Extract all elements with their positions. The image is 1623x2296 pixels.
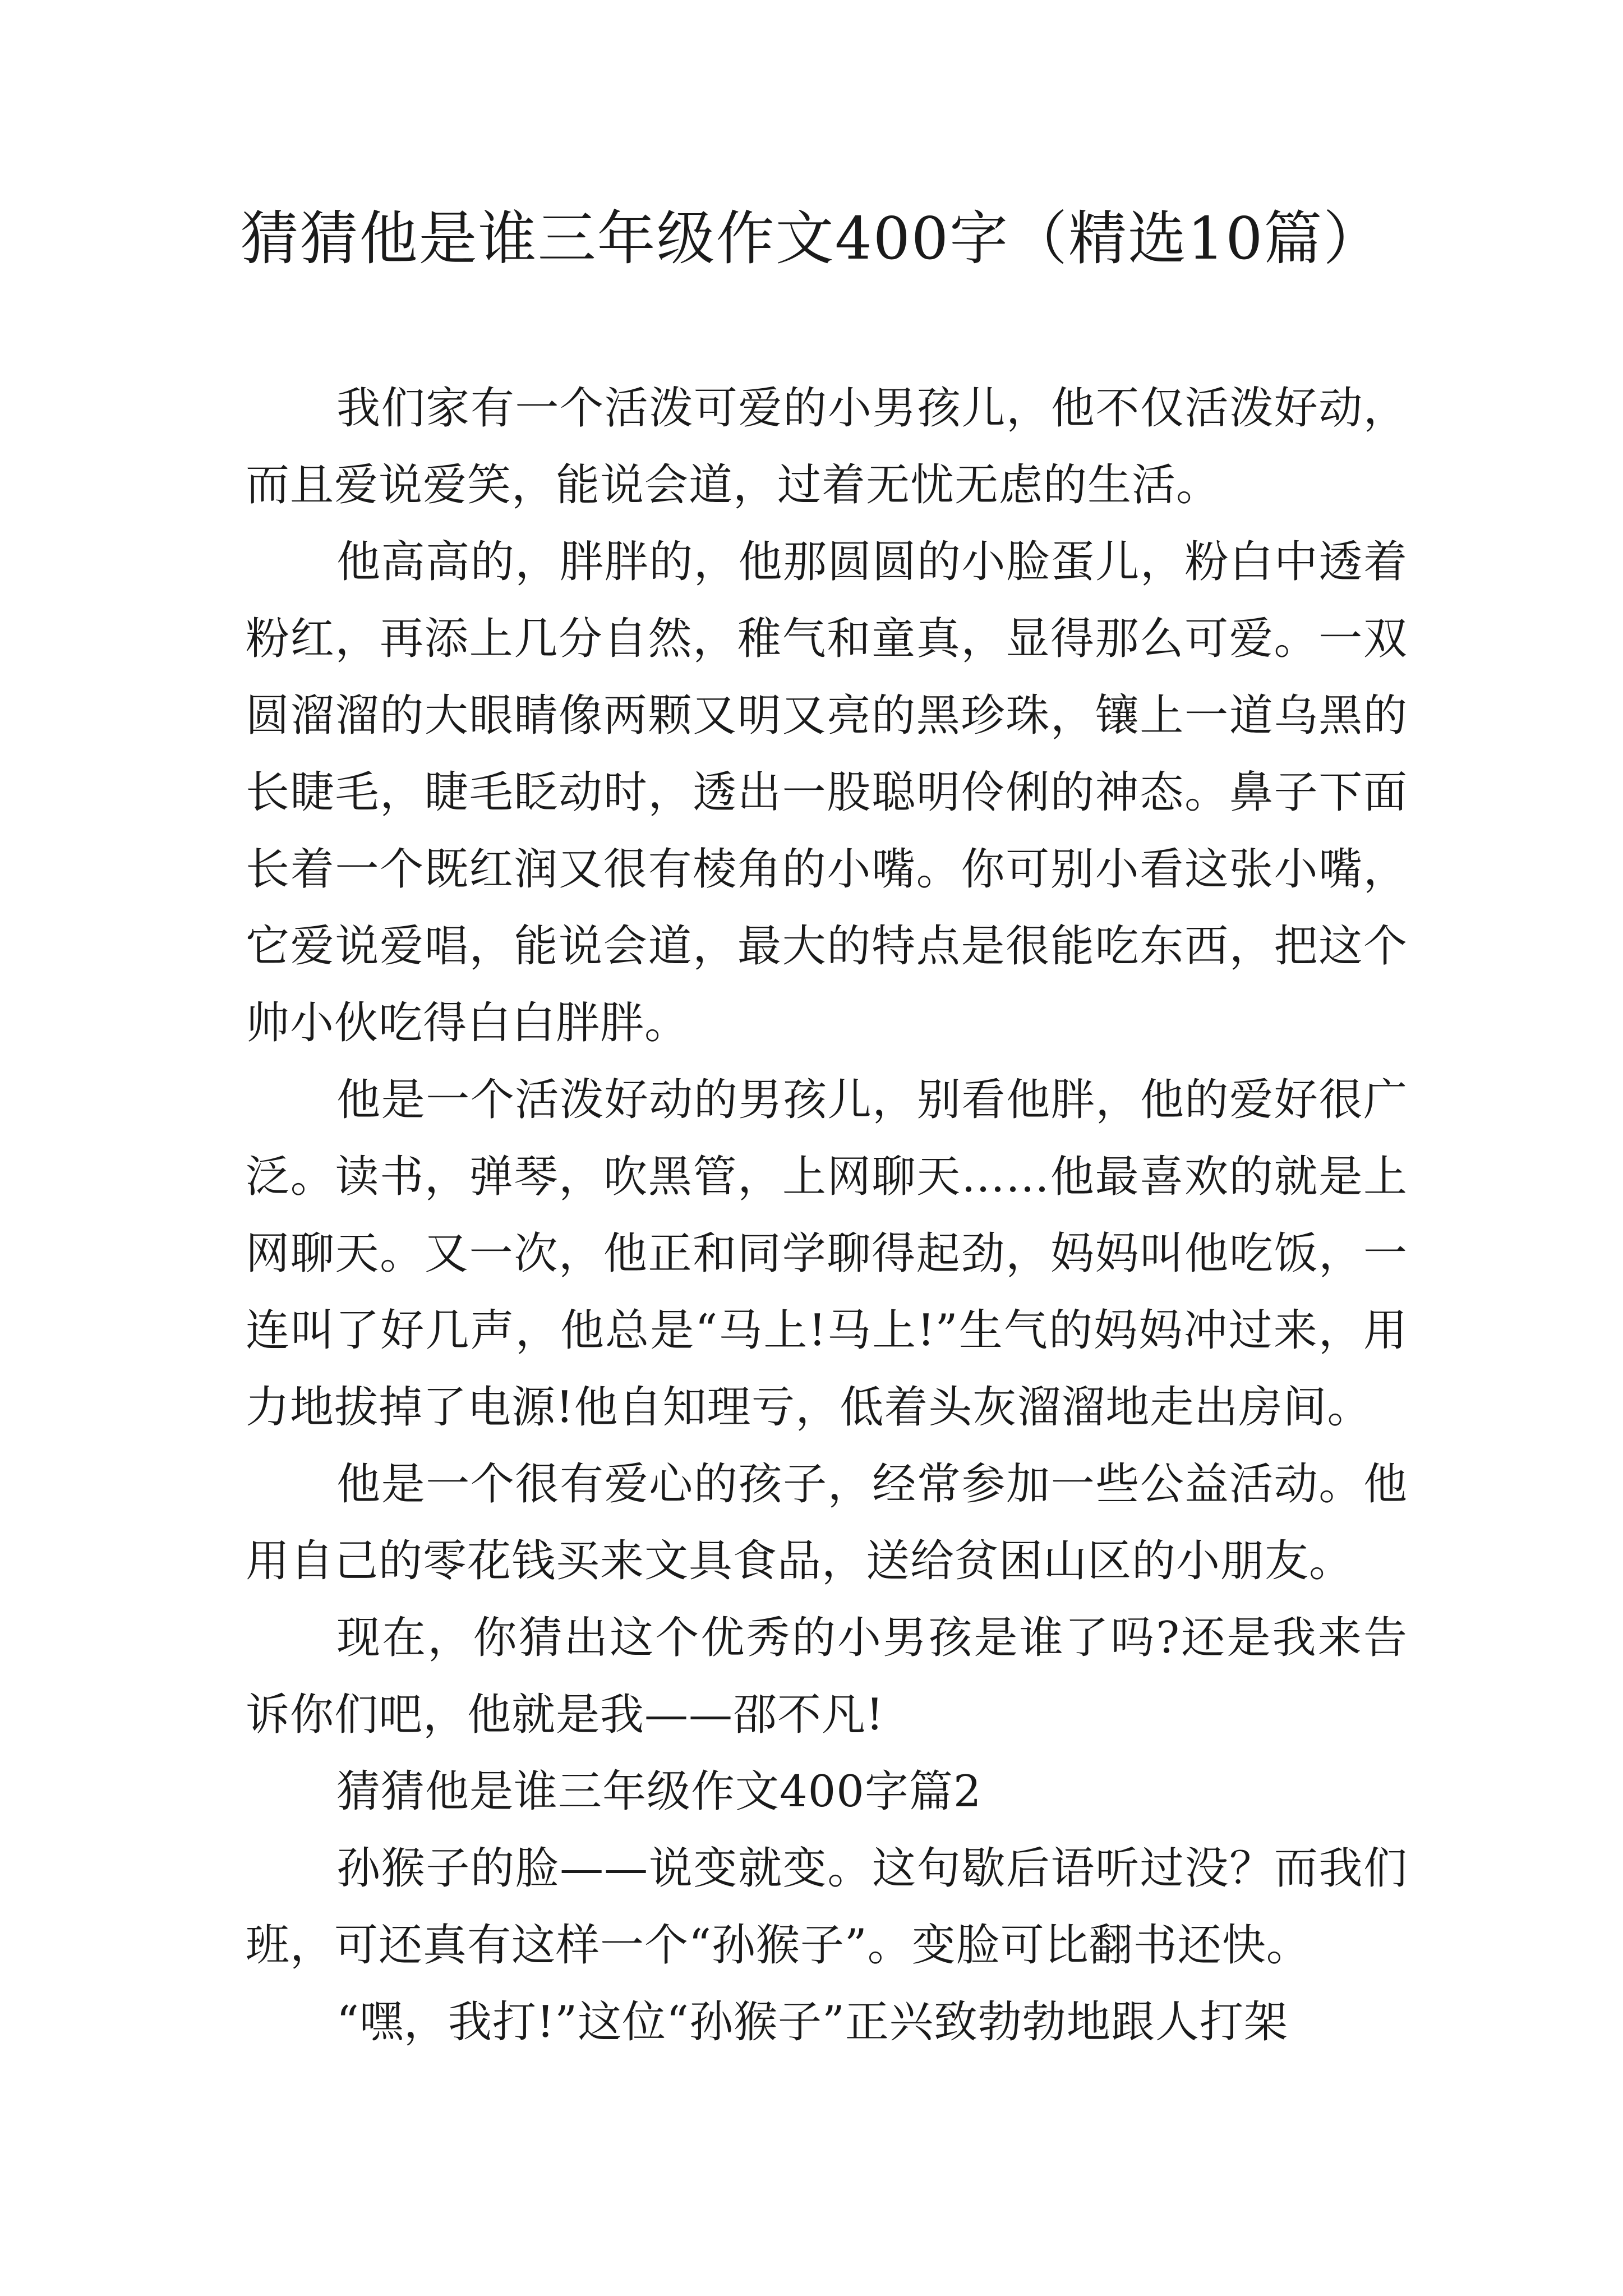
- paragraph: 他高高的，胖胖的，他那圆圆的小脸蛋儿，粉白中透着粉红，再添上几分自然，稚气和童真，显得那么可爱。一双圆溜溜的大眼睛像两颗又明又亮的黑珍珠，镶上一道乌黑的长睫毛，睫毛眨动时，透出一股聪明伶俐的神态。鼻子下面长着一个既红润又很有棱角的小嘴。你可别小看这张小嘴，它爱说爱唱，能说会道，最大的特点是很能吃东西，把这个帅小伙吃得白白胖胖。: [246, 537, 1408, 1048]
- section-heading: 猜猜他是谁三年级作文400字篇2: [336, 1766, 982, 1817]
- paragraph: 他是一个很有爱心的孩子，经常参加一些公益活动。他用自己的零花钱买来文具食品，送给贫困山区的小朋友。: [246, 1459, 1408, 1586]
- paragraph: 孙猴子的脸——说变就变。这句歇后语听过没？而我们班，可还真有这样一个“孙猴子”。变脸可比翻书还快。: [246, 1843, 1408, 1971]
- paragraph: “嘿，我打!”这位“孙猴子”正兴致勃勃地跟人打架: [336, 1997, 1288, 2047]
- paragraph: 我们家有一个活泼可爱的小男孩儿，他不仅活泼好动，而且爱说爱笑，能说会道，过着无忧无虑的生活。: [246, 383, 1408, 510]
- paragraph: 现在，你猜出这个优秀的小男孩是谁了吗?还是我来告诉你们吧，他就是我——邵不凡!: [246, 1613, 1408, 1740]
- document-body: [246, 370, 1408, 2061]
- paragraph: 他是一个活泼好动的男孩儿，别看他胖，他的爱好很广泛。读书，弹琴，吹黑管，上网聊天……他最喜欢的就是上网聊天。又一次，他正和同学聊得起劲，妈妈叫他吃饭，一连叫了好几声，他总是“马上!马上!”生气的妈妈冲过来，用力地拔掉了电源!他自知理亏，低着头灰溜溜地走出房间。: [246, 1075, 1408, 1433]
- document-title: 猜猜他是谁三年级作文400字（精选10篇）: [240, 204, 1383, 273]
